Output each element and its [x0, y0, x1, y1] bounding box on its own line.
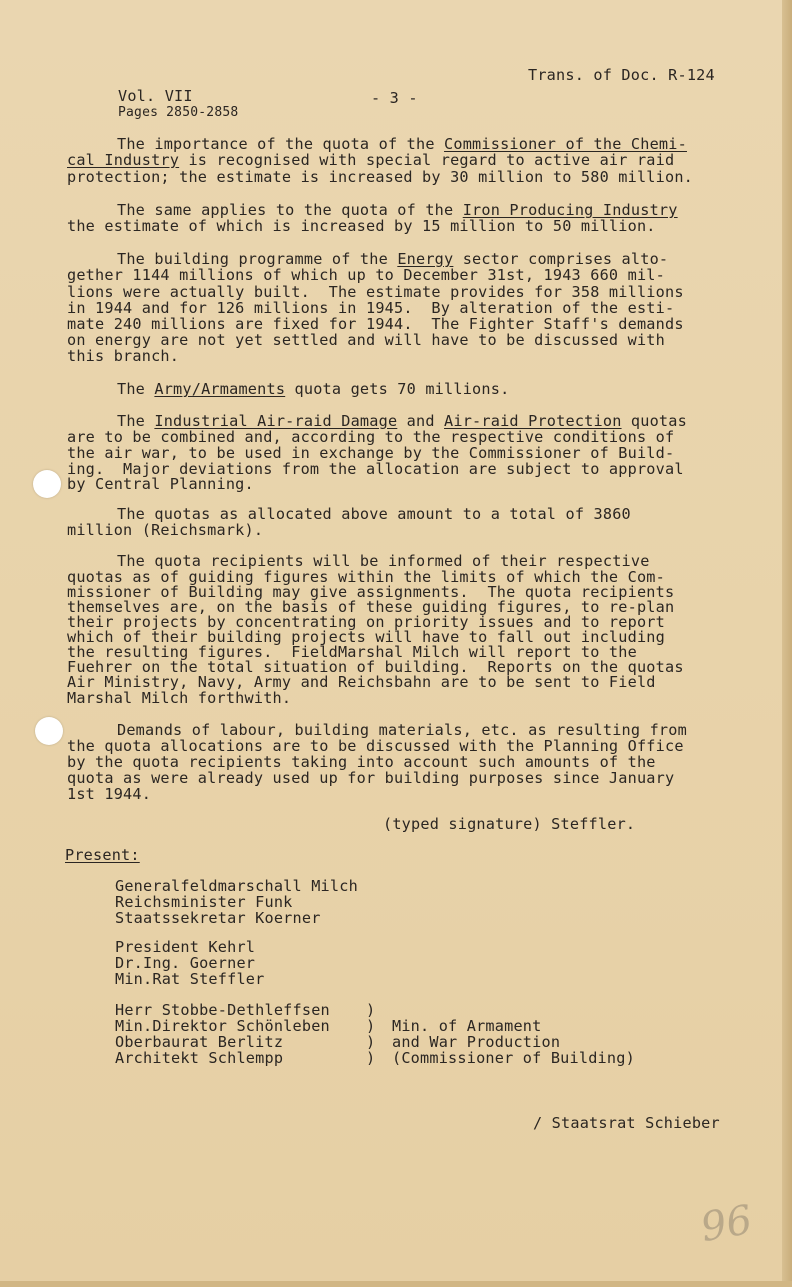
final-attendee: / Staatsrat Schieber — [533, 1114, 720, 1132]
paragraph-line: Air Ministry, Navy, Army and Reichsbahn are to be sent to Field — [67, 673, 656, 691]
paragraph-line: in 1944 and for 126 millions in 1945. By alteration of the esti- — [67, 299, 675, 317]
paragraph-line: quotas as of guiding figures within the limits of which the Com- — [67, 568, 665, 586]
attendee: Staatssekretar Koerner — [115, 909, 321, 927]
paragraph-line: Fuehrer on the total situation of building. Reports on the quotas — [67, 658, 684, 676]
paragraph-line: lions were actually built. The estimate provides for 358 millions — [67, 283, 684, 301]
paragraph-line: The building programme of the Energy sector comprises alto- — [117, 250, 669, 268]
page-number: - 3 - — [371, 89, 418, 107]
pencil-page-mark: 96 — [697, 1196, 756, 1252]
paragraph-line: The same applies to the quota of the Iron Producing Industry — [117, 201, 678, 219]
paragraph-line: this branch. — [67, 347, 180, 365]
paragraph-line: cal Industry is recognised with special regard to active air raid — [67, 151, 675, 169]
page-bottom-edge — [0, 1281, 792, 1287]
attendee: Herr Stobbe-Dethleffsen — [115, 1001, 330, 1019]
pages-label: Pages 2850-2858 — [118, 105, 239, 120]
bracket-mark: ) — [366, 1033, 376, 1051]
paragraph-line: The Army/Armaments quota gets 70 millions. — [117, 380, 510, 398]
paragraph-line: 1st 1944. — [67, 785, 152, 803]
attendee: President Kehrl — [115, 938, 256, 956]
attendee: Architekt Schlempp — [115, 1049, 284, 1067]
ministry-note: Min. of Armament — [392, 1017, 542, 1035]
paragraph-line: million (Reichsmark). — [67, 521, 264, 539]
paragraph-line: are to be combined and, according to the respective conditions of — [67, 428, 675, 446]
paragraph-line: the air war, to be used in exchange by the Commissioner of Build- — [67, 444, 675, 462]
punch-hole — [35, 717, 63, 745]
paragraph-line: The quota recipients will be informed of their respective — [117, 552, 650, 570]
bracket-mark: ) — [366, 1049, 376, 1067]
paragraph-line: the estimate of which is increased by 15 million to 50 million. — [67, 217, 656, 235]
paragraph-line: Demands of labour, building materials, etc. as resulting from — [117, 721, 687, 739]
paragraph-line: gether 1144 millions of which up to December 31st, 1943 660 mil- — [67, 266, 665, 284]
present-label: Present: — [65, 846, 140, 864]
paragraph-line: themselves are, on the basis of these guiding figures, to re-plan — [67, 598, 675, 616]
attendee: Oberbaurat Berlitz — [115, 1033, 284, 1051]
paragraph-line: by the quota recipients taking into account such amounts of the — [67, 753, 656, 771]
paragraph-line: the quota allocations are to be discussed with the Planning Office — [67, 737, 684, 755]
paragraph-line: on energy are not yet settled and will have to be discussed with — [67, 331, 665, 349]
punch-hole — [33, 470, 61, 498]
typed-signature: (typed signature) Steffler. — [383, 815, 636, 833]
paragraph-line: their projects by concentrating on priority issues and to report — [67, 613, 665, 631]
bracket-mark: ) — [366, 1001, 376, 1019]
paragraph-line: The quotas as allocated above amount to a total of 3860 — [117, 505, 631, 523]
paragraph-line: Marshal Milch forthwith. — [67, 689, 292, 707]
attendee: Min.Direktor Schönleben — [115, 1017, 330, 1035]
trans-doc-reference: Trans. of Doc. R-124 — [528, 66, 715, 84]
page-edge — [782, 0, 792, 1287]
attendee: Reichsminister Funk — [115, 893, 293, 911]
ministry-note: (Commissioner of Building) — [392, 1049, 635, 1067]
paragraph-line: missioner of Building may give assignments. The quota recipients — [67, 583, 675, 601]
attendee: Min.Rat Steffler — [115, 970, 265, 988]
attendee: Dr.Ing. Goerner — [115, 954, 256, 972]
bracket-mark: ) — [366, 1017, 376, 1035]
paragraph-line: protection; the estimate is increased by 30 million to 580 million. — [67, 168, 694, 186]
ministry-note: and War Production — [392, 1033, 561, 1051]
paragraph-line: The importance of the quota of the Commissioner of the Chemi- — [117, 135, 687, 153]
paragraph-line: mate 240 millions are fixed for 1944. The Fighter Staff's demands — [67, 315, 684, 333]
paragraph-line: The Industrial Air-raid Damage and Air-raid Protection quotas — [117, 412, 687, 430]
paragraph-line: which of their building projects will have to fall out including — [67, 628, 665, 646]
attendee: Generalfeldmarschall Milch — [115, 877, 358, 895]
paragraph-line: by Central Planning. — [67, 475, 254, 493]
paragraph-line: ing. Major deviations from the allocation are subject to approval — [67, 460, 684, 478]
paragraph-line: quota as were already used up for building purposes since January — [67, 769, 675, 787]
volume-label: Vol. VII — [118, 87, 193, 105]
paragraph-line: the resulting figures. FieldMarshal Milch will report to the — [67, 643, 637, 661]
